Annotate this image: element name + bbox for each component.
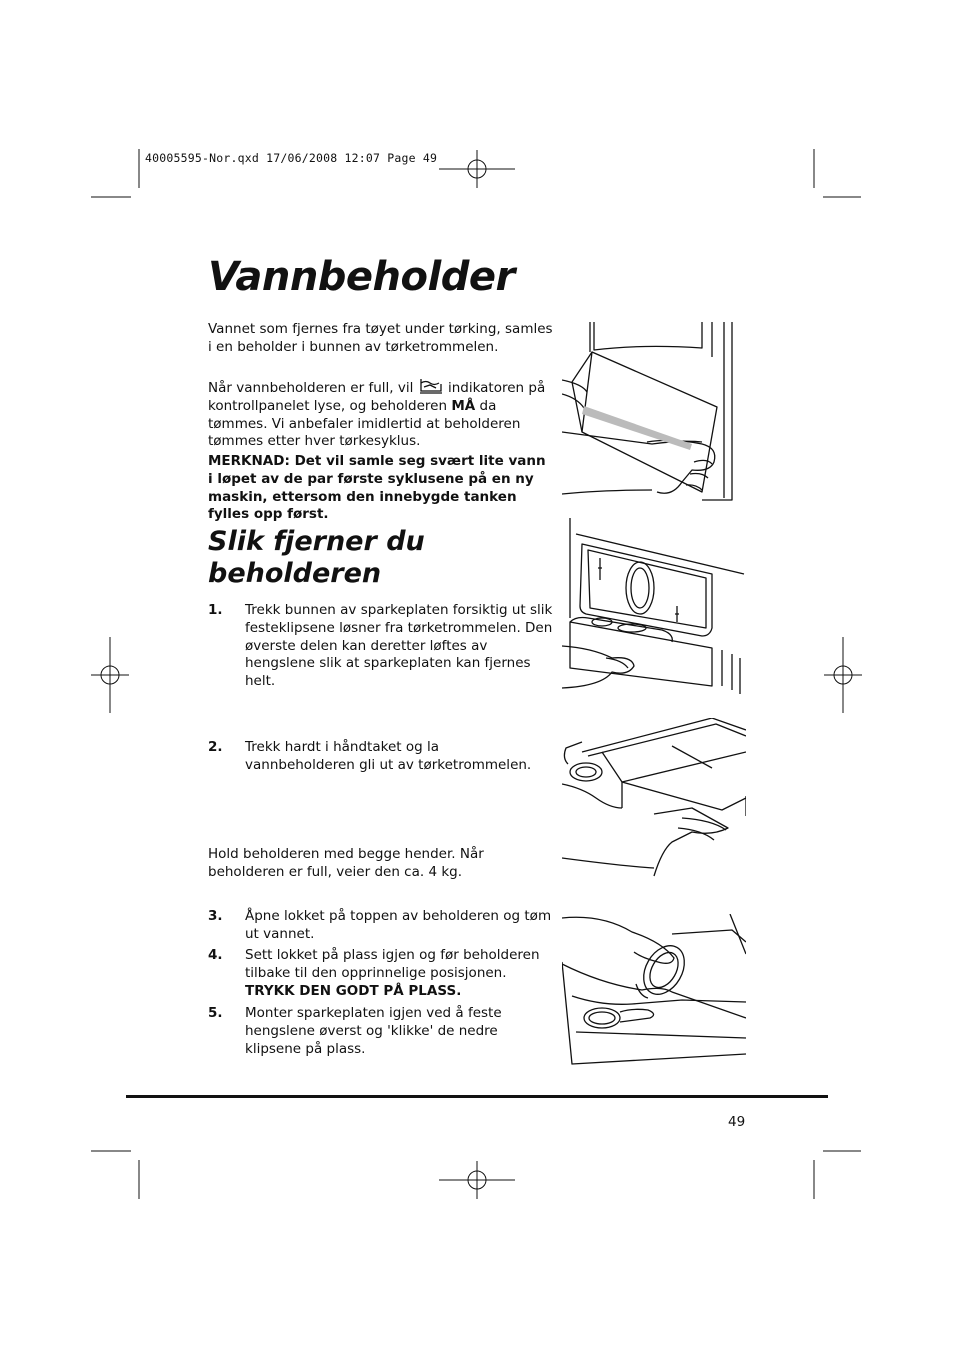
- page-title: Vannbeholder: [208, 254, 515, 300]
- water-container-icon: [418, 377, 444, 395]
- hold-note: Hold beholderen med begge hender. Når beholderen er full, veier den ca. 4 kg.: [208, 846, 484, 880]
- step-5: [208, 1005, 553, 1058]
- intro-paragraph-2: [208, 377, 553, 451]
- illustration-remove-kickplate: [562, 322, 746, 502]
- step-4: [208, 947, 553, 1000]
- step-number: 2.: [208, 739, 223, 755]
- step-number: 3.: [208, 908, 223, 924]
- step-1: [208, 602, 553, 691]
- step-number: 1.: [208, 602, 223, 618]
- intro-p2-mid: indikatoren på kontrollpanelet lyse, og beholderen: [208, 380, 546, 414]
- note-paragraph: MERKNAD: Det vil samle seg svært lite vann i løpet av de par første syklusene på en ny maskin, ettersom den innebygde tanken fylles opp først.: [208, 453, 546, 523]
- step-3: [208, 908, 553, 944]
- intro-p2-bold: MÅ: [451, 397, 476, 414]
- step-text-bold: TRYKK DEN GODT PÅ PLASS.: [245, 982, 462, 999]
- page-number: 49: [728, 1114, 746, 1130]
- intro-paragraph-1: Vannet som fjernes fra tøyet under tørking, samles i en beholder i bunnen av tørketrommelen.: [208, 321, 553, 355]
- step-text: Monter sparkeplaten igjen ved å feste hengslene øverst og 'klikke' de nedre klipsene på plass.: [245, 1005, 502, 1057]
- section-subtitle: Slik fjerner du beholderen: [208, 526, 425, 589]
- illustration-open-lid: [562, 914, 746, 1072]
- step-text: Trekk hardt i håndtaket og la vannbeholderen gli ut av tørketrommelen.: [245, 739, 532, 773]
- step-2: [208, 739, 553, 775]
- illustration-slide-out-container: [562, 718, 746, 880]
- step-number: 5.: [208, 1005, 223, 1021]
- step-text: Åpne lokket på toppen av beholderen og tøm ut vannet.: [245, 908, 552, 942]
- footer-rule: [126, 1095, 828, 1098]
- step-text: Sett lokket på plass igjen og før beholderen tilbake til den opprinnelige posisjonen.: [245, 947, 540, 981]
- step-text: Trekk bunnen av sparkeplaten forsiktig ut slik festeklipsene løsner fra tørketrommelen. Den øverste delen kan deretter løftes av hengslene slik at sparkeplaten kan fjernes helt.: [245, 602, 553, 690]
- illustration-kickplate-hinges: [562, 518, 746, 700]
- intro-p2-before: Når vannbeholderen er full, vil: [208, 380, 414, 396]
- intro-p2-after: da tømmes. Vi anbefaler imidlertid at beholderen tømmes etter hver tørkesyklus.: [208, 397, 521, 450]
- step-number: 4.: [208, 947, 223, 963]
- file-slug: 40005595-Nor.qxd 17/06/2008 12:07 Page 49: [145, 151, 438, 165]
